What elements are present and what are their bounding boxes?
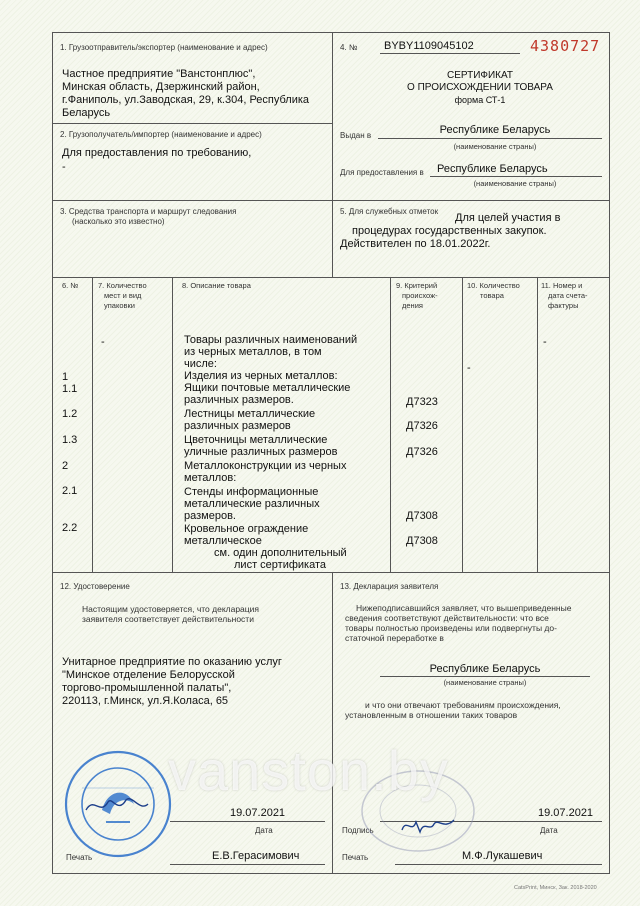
col8-header: 8. Описание товара — [182, 281, 251, 290]
country-caption: (наименование страны) — [473, 179, 557, 188]
field1-line: Минская область, Дзержинский район, — [62, 81, 260, 93]
divider — [52, 123, 332, 124]
field13-text: сведения соответствуют действительности: что все — [345, 613, 549, 623]
col11-header: фактуры — [548, 301, 579, 310]
field12-text: Настоящим удостоверяется, что декларация — [82, 604, 259, 614]
goods-line: уличные различных размеров — [184, 446, 338, 458]
for-value: Республике Беларусь — [437, 163, 548, 175]
issuer-line: 220113, г.Минск, ул.Я.Коласа, 65 — [62, 695, 229, 707]
additional-sheet-note: лист сертификата — [234, 559, 326, 571]
field12-signer: Е.В.Герасимович — [212, 850, 300, 862]
item-number: 2.1 — [62, 485, 78, 497]
field1-label: 1. Грузоотправитель/экспортер (наименование и адрес) — [60, 43, 268, 52]
goods-line: Лестницы металлические — [184, 408, 316, 420]
item-number: 1 — [62, 371, 69, 383]
divider — [172, 277, 173, 572]
certificate-title: СЕРТИФИКАТ — [446, 70, 514, 81]
field13-stamp-label: Печать — [342, 853, 369, 862]
origin-criterion: Д7323 — [406, 396, 438, 408]
goods-line: Металлоконструкции из черных — [184, 460, 347, 472]
divider — [332, 572, 333, 874]
goods-line: металлическое — [184, 535, 262, 547]
field2-label: 2. Грузополучатель/импортер (наименование и адрес) — [60, 130, 262, 139]
goods-line: металлов: — [184, 472, 237, 484]
signer-underline — [395, 864, 602, 865]
goods-line: различных размеров. — [184, 394, 294, 406]
field2-line: Для предоставления по требованию, — [62, 147, 252, 159]
field3-label-sub: (насколько это известно) — [72, 217, 165, 226]
signature-right — [398, 812, 458, 838]
field5-line: Для целей участия в — [455, 212, 561, 224]
date-underline — [170, 821, 325, 822]
col7-header: 7. Количество — [98, 281, 147, 290]
goods-line: Изделия из черных металлов: — [184, 370, 338, 382]
issuer-line: "Минское отделение Белорусской — [62, 669, 235, 681]
goods-line: различных размеров — [184, 420, 291, 432]
issued-in-underline — [378, 138, 602, 139]
watermark: vanston.by — [168, 739, 449, 802]
field12-date: 19.07.2021 — [230, 807, 286, 819]
col9-header: дения — [402, 301, 423, 310]
number-underline — [380, 53, 520, 54]
goods-line: числе: — [184, 358, 217, 370]
col7-header: мест и вид — [104, 291, 142, 300]
issued-in-value: Республике Беларусь — [439, 124, 551, 136]
field12-date-label: Дата — [255, 826, 273, 835]
field13-text: статочной переработке в — [345, 633, 444, 643]
field12-text: заявителя соответствует действительности — [82, 614, 254, 624]
col11-dash: - — [543, 336, 547, 348]
divider — [332, 32, 333, 277]
field12-stamp-label: Печать — [66, 853, 93, 862]
field1-line: Частное предприятие "Ванстонплюс", — [62, 68, 256, 80]
field5-label: 5. Для служебных отметок — [340, 207, 439, 216]
col7-header: упаковки — [104, 301, 135, 310]
col11-header: 11. Номер и — [541, 281, 583, 290]
certificate-form: форма СТ-1 — [454, 95, 506, 105]
origin-criterion: Д7308 — [406, 510, 438, 522]
field13-text: товары полностью произведены или подвергнуты до- — [345, 623, 557, 633]
field1-line: г.Фаниполь, ул.Заводская, 29, к.304, Республика — [62, 94, 310, 106]
col6-header: 6. № — [62, 281, 79, 290]
country-caption: (наименование страны) — [453, 142, 537, 151]
divider — [537, 277, 538, 572]
for-label: Для предоставления в — [340, 168, 424, 177]
field4-label: 4. № — [340, 43, 358, 52]
issuer-line: Унитарное предприятие по оказанию услуг — [62, 656, 282, 668]
field13-date: 19.07.2021 — [538, 807, 594, 819]
field3-label: 3. Средства транспорта и маршрут следования — [60, 207, 237, 216]
item-number: 1.3 — [62, 434, 78, 446]
col9-header: происхож- — [402, 291, 438, 300]
issuer-line: торгово-промышленной палаты", — [62, 682, 232, 694]
serial-number: 4380727 — [530, 37, 601, 55]
goods-line: Стенды информационные — [184, 486, 319, 498]
goods-line: Товары различных наименований — [184, 334, 358, 346]
country-underline — [380, 676, 590, 677]
field1-line: Беларусь — [62, 107, 111, 119]
field2-line: - — [62, 161, 66, 173]
goods-line: Кровельное ограждение — [184, 523, 309, 535]
origin-criterion: Д7326 — [406, 420, 438, 432]
signer-underline — [170, 864, 325, 865]
field13-label: 13. Декларация заявителя — [340, 582, 439, 591]
field5-line: процедурах государственных закупок. — [352, 225, 547, 237]
field13-text: Нижеподписавшийся заявляет, что вышеприведенные — [356, 603, 572, 613]
goods-line: Цветочницы металлические — [184, 434, 328, 446]
origin-criterion: Д7326 — [406, 446, 438, 458]
divider — [52, 200, 610, 201]
col10-header: товара — [480, 291, 504, 300]
item-number: 2.2 — [62, 522, 78, 534]
certificate-subtitle: О ПРОИСХОЖДЕНИИ ТОВАРА — [407, 82, 553, 93]
col7-dash: - — [101, 336, 105, 348]
issued-in-label: Выдан в — [340, 131, 372, 140]
goods-line: из черных металлов, в том — [184, 346, 322, 358]
printer-footer: CatsPrint, Минск, Зак. 2018-2020 — [514, 885, 597, 891]
field13-country: Республике Беларусь — [429, 663, 541, 675]
divider — [92, 277, 93, 572]
field13-country-caption: (наименование страны) — [443, 678, 527, 687]
goods-line: размеров. — [184, 510, 236, 522]
for-underline — [430, 176, 602, 177]
field13-signer: М.Ф.Лукашевич — [462, 850, 543, 862]
certificate-number: BYBY1109045102 — [384, 40, 474, 52]
col10-dash: - — [467, 362, 471, 374]
field13-date-label: Дата — [540, 826, 558, 835]
item-number: 1.2 — [62, 408, 78, 420]
divider — [462, 277, 463, 572]
divider — [390, 277, 391, 572]
item-number: 1.1 — [62, 383, 78, 395]
item-number: 2 — [62, 460, 69, 472]
origin-criterion: Д7308 — [406, 535, 438, 547]
divider — [52, 277, 610, 278]
field12-label: 12. Удостоверение — [60, 582, 130, 591]
field13-text2: установленным в отношении таких товаров — [345, 710, 518, 720]
signature-left — [82, 790, 152, 820]
col11-header: дата счета- — [548, 291, 588, 300]
additional-sheet-note: см. один дополнительный — [214, 547, 347, 559]
goods-line: металлические различных — [184, 498, 320, 510]
field13-sign-label: Подпись — [342, 826, 374, 835]
col10-header: 10. Количество — [467, 281, 520, 290]
goods-line: Ящики почтовые металлические — [184, 382, 351, 394]
divider — [52, 572, 610, 573]
field13-text2: и что они отвечают требованиям происхождения, — [365, 700, 561, 710]
field5-line: Действителен по 18.01.2022г. — [340, 238, 491, 250]
col9-header: 9. Критерий — [396, 281, 438, 290]
